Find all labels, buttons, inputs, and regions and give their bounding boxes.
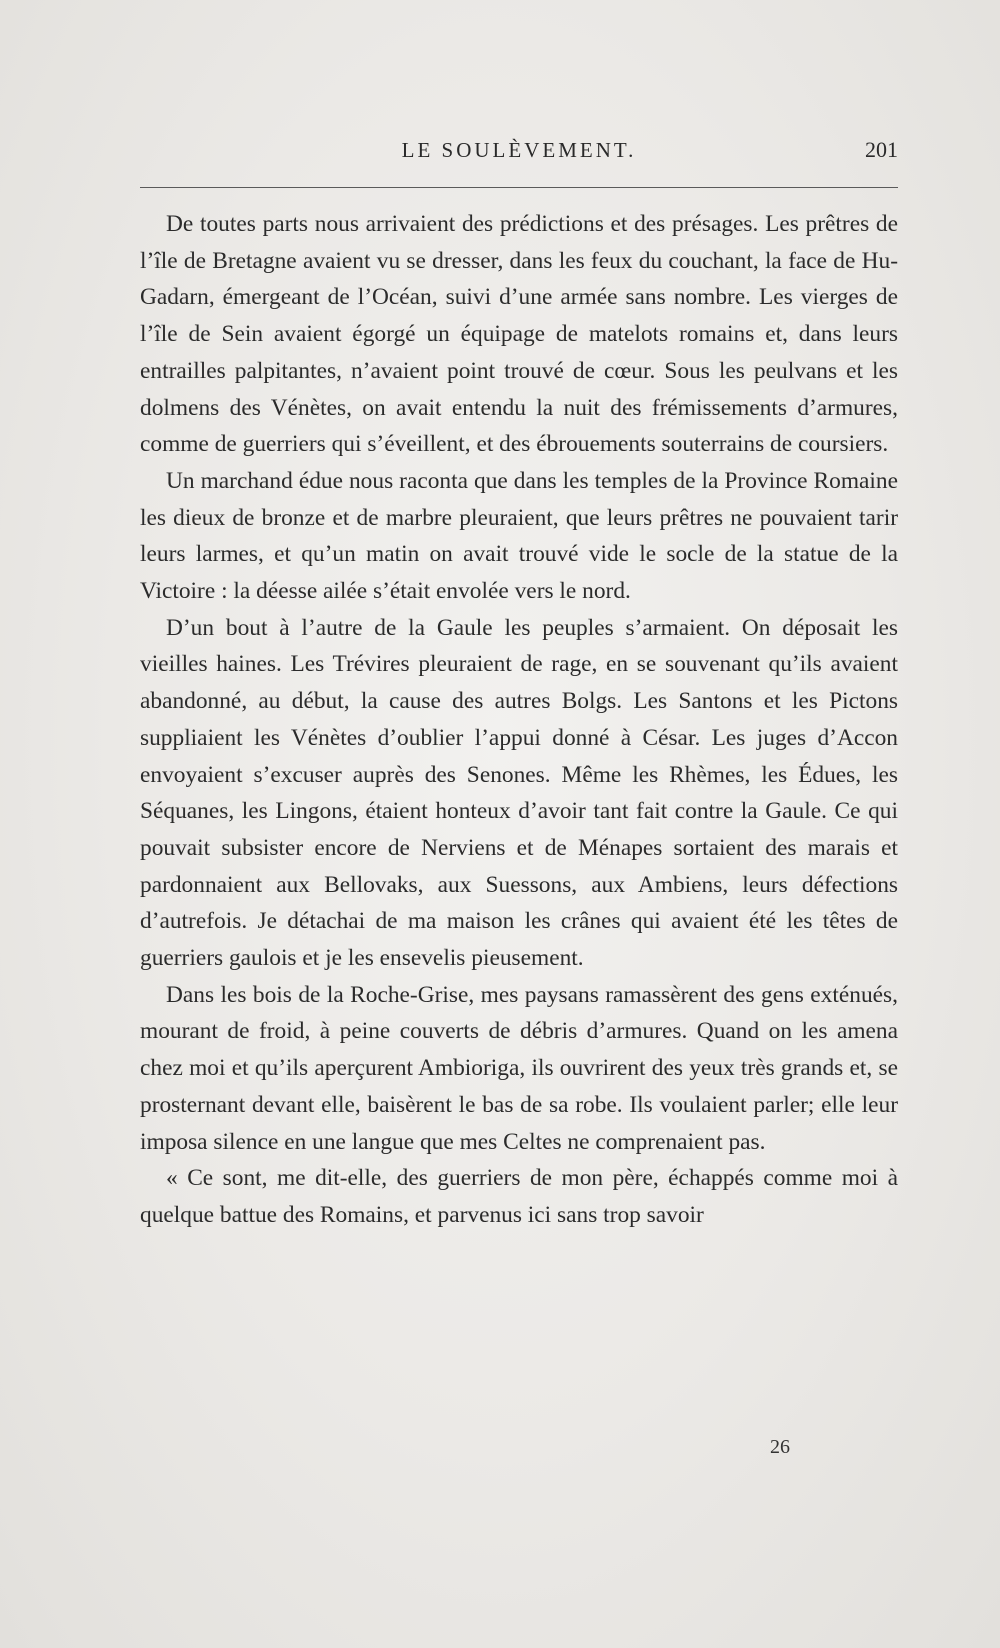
paragraph: De toutes parts nous arrivaient des prédictions et des présages. Les prêtres de l’île de Bretagne avaient vu se dresser, dans les feux du couchant, la face de Hu-Gadarn, émergeant de l’Océan, suivi d’une armée sans nombre. Les vierges de l’île de Sein avaient égorgé un équipage de matelots romains et, dans leurs entrailles palpitantes, n’avaient point trouvé de cœur. Sous les peulvans et les dolmens des Vénètes, on avait entendu la nuit des frémissements d’armures, comme de guerriers qui s’éveillent, et des ébrouements souterrains de coursiers. xyxy=(140,211,898,458)
running-title: LE SOULÈVEMENT. xyxy=(401,138,637,162)
paragraph: D’un bout à l’autre de la Gaule les peuples s’armaient. On déposait les vieilles haines. Les Trévires pleuraient de rage, en se souvenant qu’ils avaient abandonné, au début, la cause des autres Bolgs. Les Santons et les Pictons suppliaient les Vénètes d’oublier l’appui donné à César. Les juges d’Accon envoyaient s’excuser auprès des Senones. Même les Rhèmes, les Édues, les Séquanes, les Lingons, étaient honteux d’avoir tant fait contre la Gaule. Ce qui pouvait subsister encore de Nerviens et de Ménapes sortaient des marais et pardonnaient aux Bellovaks, aux Suessons, aux Ambiens, leurs défections d’autrefois. Je détachai de ma maison les crânes qui avaient été les têtes de guerriers gaulois et je les ensevelis pieusement. xyxy=(140,614,898,972)
signature-mark: 26 xyxy=(770,1436,790,1458)
page-number: 201 xyxy=(865,137,898,162)
page-header xyxy=(140,134,898,174)
paragraph: « Ce sont, me dit-elle, des guerriers de mon père, échappés comme moi à quelque battue des Romains, et parvenus ici sans trop savoir xyxy=(140,1165,898,1228)
paragraph: Dans les bois de la Roche-Grise, mes paysans ramassèrent des gens exténués, mourant de froid, à peine couverts de débris d’armures. Quand on les amena chez moi et qu’ils aperçurent Ambioriga, ils ouvrirent des yeux très grands et, se prosternant devant elle, baisèrent le bas de sa robe. Ils voulaient parler; elle leur imposa silence en une langue que mes Celtes ne comprenaient pas. xyxy=(140,981,898,1155)
paragraph: Un marchand édue nous raconta que dans les temples de la Province Romaine les dieux de bronze et de marbre pleuraient, que leurs prêtres ne pouvaient tarir leurs larmes, et qu’un matin on avait trouvé vide le socle de la statue de la Victoire : la déesse ailée s’était envolée vers le nord. xyxy=(140,467,898,605)
header-rule xyxy=(140,187,898,188)
body-text xyxy=(140,206,898,1234)
